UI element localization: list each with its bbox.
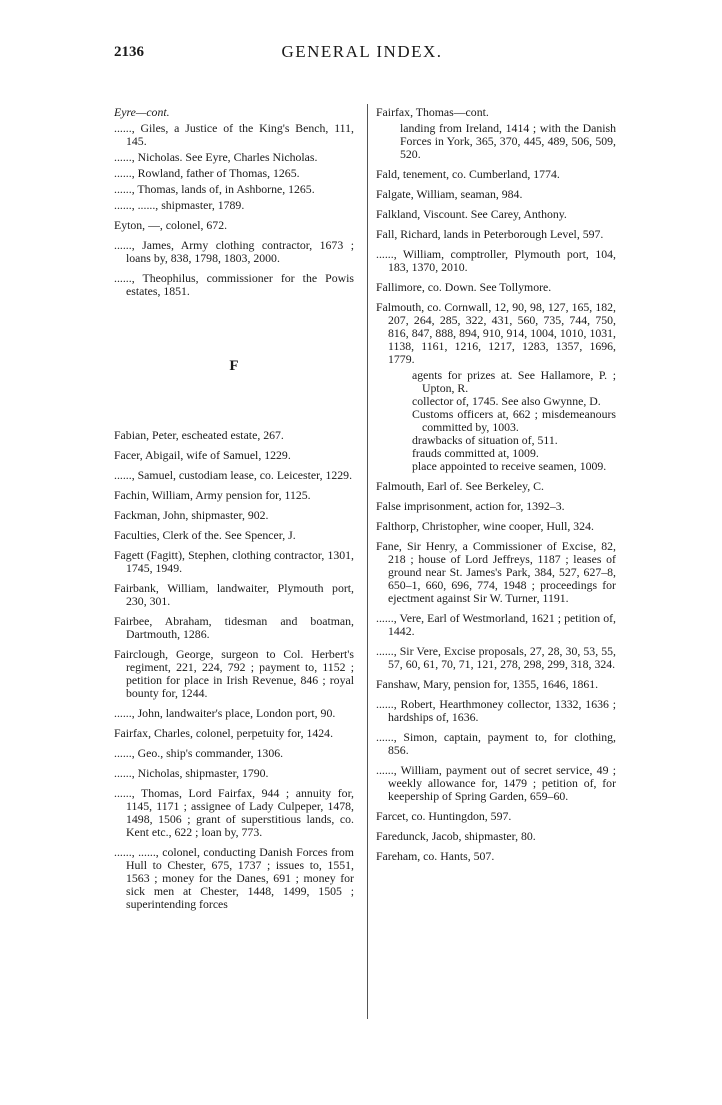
index-entry: Falthorp, Christopher, wine cooper, Hull, 324. xyxy=(376,519,594,533)
index-entry: ......, Robert, Hearthmoney collector, 1332, 1636 ; hardships of, 1636. xyxy=(376,697,616,724)
index-entry: Fall, Richard, lands in Peterborough Level, 597. xyxy=(376,227,604,241)
index-entry: Fane, Sir Henry, a Commissioner of Excise, 82, 218 ; house of Lord Jeffreys, 1187 ; leases of ground near St. James's Park, 384, 527, 627–8, 650–1, 660, 696, 774, 1948 ; proceedings for ejectment against Sir W. Turner, 1191. xyxy=(376,539,616,605)
continued-entry-text: landing from Ireland, 1414 ; with the Danish Forces in York, 365, 370, 445, 489, 506, 509, 520. xyxy=(400,121,616,161)
index-entry: ......, Thomas, Lord Fairfax, 944 ; annuity for, 1145, 1171 ; assignee of Lady Culpeper, 1478, 1498, 1506 ; grant of superstitious lands, co. Kent etc., 622 ; loan by, 773. xyxy=(114,786,354,839)
index-entry: Fareham, co. Hants, 507. xyxy=(376,849,495,863)
column-divider xyxy=(367,104,368,1019)
page-number: 2136 xyxy=(114,44,144,60)
index-entry: Falgate, William, seaman, 984. xyxy=(376,187,523,201)
index-entry: Fairbee, Abraham, tidesman and boatman, Dartmouth, 1286. xyxy=(114,614,354,641)
index-entry: ......, Thomas, lands of, in Ashborne, 1265. xyxy=(114,182,315,196)
index-entry: Fanshaw, Mary, pension for, 1355, 1646, 1861. xyxy=(376,677,599,691)
index-entry: Fachin, William, Army pension for, 1125. xyxy=(114,488,311,502)
index-subentry: agents for prizes at. See Hallamore, P. ; Upton, R. xyxy=(412,368,616,395)
index-entry: Faredunck, Jacob, shipmaster, 80. xyxy=(376,829,536,843)
index-entry: ......, Samuel, custodiam lease, co. Leicester, 1229. xyxy=(114,468,353,482)
section-letter: F xyxy=(229,358,239,374)
index-entry: Fairclough, George, surgeon to Col. Herbert's regiment, 221, 224, 792 ; payment to, 1152 ; petition for place in Irish Revenue, 846 ; royal bounty for, 1244. xyxy=(114,647,354,700)
index-entry: Falkland, Viscount. See Carey, Anthony. xyxy=(376,207,567,221)
index-entry: ......, Sir Vere, Excise proposals, 27, 28, 30, 53, 55, 57, 60, 61, 70, 71, 121, 278, 298, 299, 318, 324. xyxy=(376,644,616,671)
index-entry: False imprisonment, action for, 1392–3. xyxy=(376,499,565,513)
index-entry-falmouth: Falmouth, co. Cornwall, 12, 90, 98, 127, 165, 182, 207, 264, 285, 322, 431, 560, 735, 744, 750, 816, 847, 888, 894, 910, 914, 1004, 1010, 1031, 1138, 1161, 1216, 1217, 1283, 1357, 1696, 1779. xyxy=(376,300,616,366)
index-entry: ......, ......, shipmaster, 1789. xyxy=(114,198,245,212)
index-entry: Fagett (Fagitt), Stephen, clothing contractor, 1301, 1745, 1949. xyxy=(114,548,354,575)
index-entry: Fairfax, Charles, colonel, perpetuity for, 1424. xyxy=(114,726,334,740)
index-entry: ......, Simon, captain, payment to, for clothing, 856. xyxy=(376,730,616,757)
continued-heading-fairfax: Fairfax, Thomas—cont. xyxy=(376,105,489,119)
index-entry: ......, Rowland, father of Thomas, 1265. xyxy=(114,166,300,180)
continued-heading-eyre: Eyre—cont. xyxy=(114,105,170,119)
index-entry: ......, Geo., ship's commander, 1306. xyxy=(114,746,284,760)
index-entry: ......, ......, colonel, conducting Danish Forces from Hull to Chester, 675, 1737 ; issues to, 1551, 1563 ; money for the Danes, 691 ; money for sick men at Chester, 1448, 1499, 1505 ; superintending forces xyxy=(114,845,354,911)
index-subentry: frauds committed at, 1009. xyxy=(412,446,539,460)
index-subentry: place appointed to receive seamen, 1009. xyxy=(412,459,607,473)
page-header xyxy=(112,42,612,68)
index-entry: Falmouth, Earl of. See Berkeley, C. xyxy=(376,479,544,493)
index-entry: ......, Nicholas. See Eyre, Charles Nicholas. xyxy=(114,150,318,164)
index-entry: Faculties, Clerk of the. See Spencer, J. xyxy=(114,528,296,542)
index-subentry: drawbacks of situation of, 511. xyxy=(412,433,558,447)
index-entry: Eyton, —, colonel, 672. xyxy=(114,218,228,232)
running-title: GENERAL INDEX. xyxy=(281,42,443,61)
index-entry: Fallimore, co. Down. See Tollymore. xyxy=(376,280,552,294)
index-entry: ......, William, comptroller, Plymouth port, 104, 183, 1370, 2010. xyxy=(376,247,616,274)
index-entry: ......, John, landwaiter's place, London port, 90. xyxy=(114,706,336,720)
right-column xyxy=(376,106,616,870)
index-entry: ......, William, payment out of secret service, 49 ; weekly allowance for, 1479 ; petition of, for keepership of Spring Garden, 659–60. xyxy=(376,763,616,803)
index-entry: Fabian, Peter, escheated estate, 267. xyxy=(114,428,284,442)
left-column xyxy=(114,106,354,918)
index-subentry: Customs officers at, 662 ; misdemeanours committed by, 1003. xyxy=(412,407,616,434)
index-entry: Facer, Abigail, wife of Samuel, 1229. xyxy=(114,448,291,462)
index-entry: Fairbank, William, landwaiter, Plymouth port, 230, 301. xyxy=(114,581,354,608)
index-entry: ......, Giles, a Justice of the King's Bench, 111, 145. xyxy=(114,121,354,148)
index-entry: ......, Theophilus, commissioner for the Powis estates, 1851. xyxy=(114,271,354,298)
index-entry: ......, Nicholas, shipmaster, 1790. xyxy=(114,766,269,780)
index-subentry: collector of, 1745. See also Gwynne, D. xyxy=(412,394,601,408)
index-entry: ......, James, Army clothing contractor, 1673 ; loans by, 838, 1798, 1803, 2000. xyxy=(114,238,354,265)
index-entry: Fald, tenement, co. Cumberland, 1774. xyxy=(376,167,560,181)
index-entry: Farcet, co. Huntingdon, 597. xyxy=(376,809,512,823)
index-entry: Fackman, John, shipmaster, 902. xyxy=(114,508,269,522)
index-entry: ......, Vere, Earl of Westmorland, 1621 ; petition of, 1442. xyxy=(376,611,616,638)
